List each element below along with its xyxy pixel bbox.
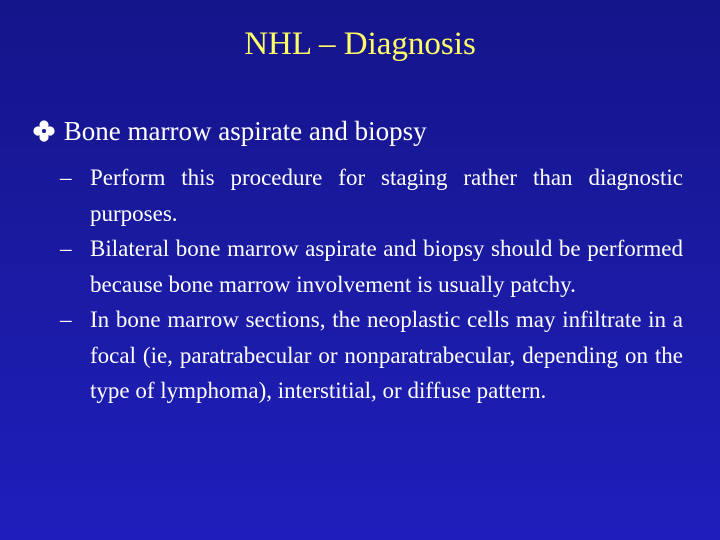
dash-marker: –	[60, 307, 72, 332]
dash-marker: –	[60, 165, 72, 190]
sub-bullet-text: Perform this procedure for staging rather than diagnostic purposes.	[90, 165, 683, 226]
main-bullet-text: Bone marrow aspirate and biopsy	[63, 116, 427, 146]
dash-marker: –	[60, 236, 72, 261]
sub-bullet-list	[60, 160, 683, 409]
sub-bullet-text: In bone marrow sections, the neoplastic cells may infiltrate in a focal (ie, paratrabecular or nonparatrabecular, depending on the type of lymphoma), interstitial, or diffuse pattern.	[90, 307, 683, 403]
main-bullet	[33, 113, 693, 149]
sub-bullet-item	[60, 231, 683, 302]
sub-bullet-text: Bilateral bone marrow aspirate and biopsy should be performed because bone marrow involvement is usually patchy.	[90, 236, 683, 297]
sub-bullet-item	[60, 302, 683, 409]
slide-title: NHL – Diagnosis	[244, 26, 476, 62]
sub-bullet-item	[60, 160, 683, 231]
diamond-bullet-icon	[33, 116, 64, 146]
